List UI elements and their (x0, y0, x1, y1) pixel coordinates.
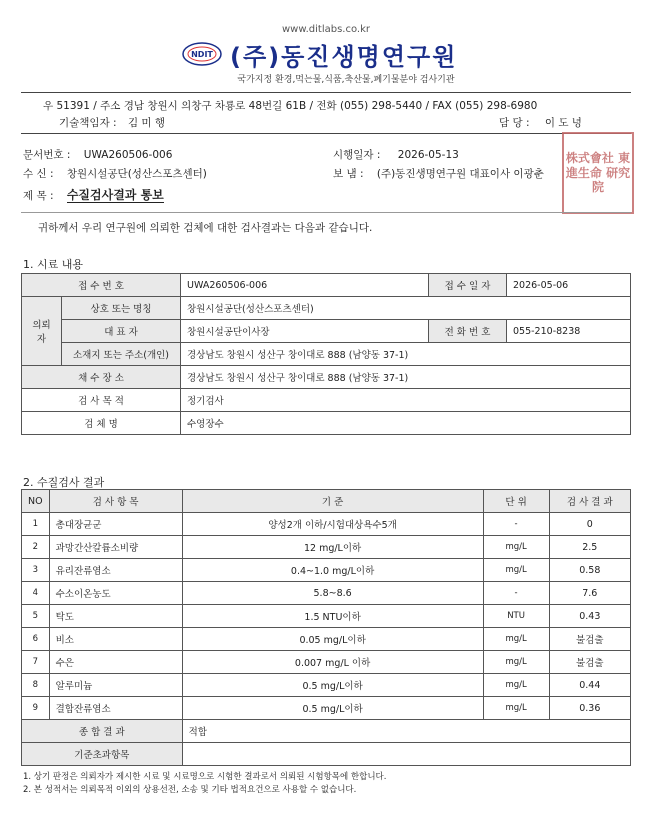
col-header-item: 검 사 항 목 (49, 490, 182, 513)
result-standard: 12 mg/L이하 (182, 536, 483, 559)
client-label: 의뢰자 (22, 297, 62, 366)
sampling-place-label: 채 수 장 소 (22, 366, 181, 389)
org-subtitle: 국가지정 환경,먹는물,식품,축산물,폐기물분야 검사기관 (237, 75, 455, 85)
website-url: www.ditlabs.co.kr (281, 24, 370, 35)
table-row (22, 389, 631, 412)
note-1: 1. 상기 판정은 의뢰자가 제시한 시료 및 시료명으로 시험한 결과로서 의뢰된 시험항목에 한합니다. (23, 772, 387, 782)
table-row (22, 366, 631, 389)
company-label: 상호 또는 명칭 (62, 297, 181, 320)
result-standard: 0.4~1.0 mg/L이하 (182, 559, 483, 582)
result-value: 7.6 (549, 582, 630, 605)
address-line: 우 51391 / 주소 경남 창원시 의창구 차룡로 48번길 61B / 전화 (055) 298-5440 / FAX (055) 298-6980 (43, 100, 538, 112)
table-row (22, 628, 631, 651)
result-value: 불검출 (549, 628, 630, 651)
result-item: 과망간산칼륨소비량 (49, 536, 182, 559)
table-row (22, 412, 631, 435)
result-item: 총대장균군 (49, 513, 182, 536)
receipt-no: UWA260506-006 (181, 274, 429, 297)
result-value: 0.36 (549, 697, 630, 720)
phone: 055-210-8238 (507, 320, 631, 343)
subject-label: 제 목 : (23, 190, 54, 202)
org-name: (주)동진생명연구원 (230, 43, 458, 71)
sampling-place: 경상남도 창원시 성산구 창이대로 888 (남양동 37-1) (181, 366, 631, 389)
person-in-charge-label: 담 당 : (499, 117, 530, 129)
issue-date: 2026-05-13 (397, 149, 459, 161)
result-unit: - (483, 513, 549, 536)
receipt-date: 2026-05-06 (507, 274, 631, 297)
separator (21, 212, 631, 213)
overall-label: 종 합 결 과 (22, 720, 183, 743)
recipient-row (23, 166, 207, 181)
rep-label: 대 표 자 (62, 320, 181, 343)
result-item: 유리잔류염소 (49, 559, 182, 582)
subject: 수질검사결과 통보 (66, 188, 164, 202)
results-table (21, 489, 631, 766)
phone-label: 전 화 번 호 (429, 320, 507, 343)
table-row (22, 605, 631, 628)
result-standard: 0.05 mg/L이하 (182, 628, 483, 651)
table-row (22, 274, 631, 297)
client-address-label: 소재지 또는 주소(개인) (62, 343, 181, 366)
tech-manager-label: 기술책임자 : (59, 117, 117, 129)
subject-row (23, 186, 164, 203)
exceed-label: 기준초과항목 (22, 743, 183, 766)
table-row (22, 651, 631, 674)
note-2: 2. 본 성적서는 의뢰목적 이외의 상용선전, 소송 및 기타 법적요건으로 사용할 수 없습니다. (23, 785, 357, 795)
official-seal (562, 132, 634, 214)
doc-no-label: 문서번호 : (23, 149, 71, 161)
tech-manager-name: 김 미 행 (127, 117, 166, 129)
date-row (333, 147, 459, 162)
doc-no: UWA260506-006 (83, 149, 173, 161)
table-row (22, 559, 631, 582)
company-logo (182, 42, 222, 66)
specimen: 수영장수 (181, 412, 631, 435)
doc-no-row (23, 147, 172, 162)
overall-result: 적합 (182, 720, 630, 743)
result-unit: mg/L (483, 697, 549, 720)
result-unit: - (483, 582, 549, 605)
result-item: 탁도 (49, 605, 182, 628)
table-row (22, 582, 631, 605)
table-row (22, 343, 631, 366)
result-item: 알루미늄 (49, 674, 182, 697)
recipient-label: 수 신 : (23, 168, 54, 180)
result-no: 6 (22, 628, 50, 651)
table-row (22, 720, 631, 743)
col-header-result: 검 사 결 과 (549, 490, 630, 513)
section-results-title: 2. 수질검사 결과 (23, 476, 105, 489)
result-value: 0.58 (549, 559, 630, 582)
result-unit: mg/L (483, 536, 549, 559)
result-standard: 0.5 mg/L이하 (182, 697, 483, 720)
result-unit: mg/L (483, 651, 549, 674)
person-in-charge-name: 이 도 녕 (544, 117, 582, 129)
result-value: 0.44 (549, 674, 630, 697)
result-item: 수소이온농도 (49, 582, 182, 605)
date-label: 시행일자 : (333, 149, 381, 161)
result-unit: NTU (483, 605, 549, 628)
table-row (22, 743, 631, 766)
result-value: 0.43 (549, 605, 630, 628)
table-header-row (22, 490, 631, 513)
table-row (22, 536, 631, 559)
table-row (22, 513, 631, 536)
result-no: 7 (22, 651, 50, 674)
table-row (22, 697, 631, 720)
col-header-standard: 기 준 (182, 490, 483, 513)
sender: (주)동진생명연구원 대표이사 이광춘 (376, 168, 544, 180)
result-unit: mg/L (483, 559, 549, 582)
sample-table (21, 273, 631, 435)
result-item: 결합잔류염소 (49, 697, 182, 720)
rep-name: 창원시설공단이사장 (181, 320, 429, 343)
purpose: 정기검사 (181, 389, 631, 412)
result-no: 2 (22, 536, 50, 559)
result-standard: 0.5 mg/L이하 (182, 674, 483, 697)
client-address: 경상남도 창원시 성산구 창이대로 888 (남양동 37-1) (181, 343, 631, 366)
person-in-charge (499, 115, 582, 130)
result-no: 8 (22, 674, 50, 697)
result-value: 불검출 (549, 651, 630, 674)
seal-text: 株式會社 東進生命 研究院 (565, 151, 631, 195)
receipt-no-label: 접 수 번 호 (22, 274, 181, 297)
sender-row (333, 166, 544, 181)
company-name: 창원시설공단(성산스포츠센터) (181, 297, 631, 320)
result-no: 4 (22, 582, 50, 605)
receipt-date-label: 접 수 일 자 (429, 274, 507, 297)
result-standard: 1.5 NTU이하 (182, 605, 483, 628)
result-item: 수은 (49, 651, 182, 674)
result-unit: mg/L (483, 674, 549, 697)
col-header-no: NO (22, 490, 50, 513)
tech-manager (59, 115, 165, 130)
result-unit: mg/L (483, 628, 549, 651)
logo-text: NDIT (191, 50, 213, 59)
address-box (21, 92, 631, 134)
exceed-items (182, 743, 630, 766)
result-no: 9 (22, 697, 50, 720)
col-header-unit: 단 위 (483, 490, 549, 513)
result-standard: 0.007 mg/L 이하 (182, 651, 483, 674)
purpose-label: 검 사 목 적 (22, 389, 181, 412)
result-value: 0 (549, 513, 630, 536)
result-value: 2.5 (549, 536, 630, 559)
section-sample-title: 1. 시료 내용 (23, 258, 83, 271)
result-no: 5 (22, 605, 50, 628)
result-no: 1 (22, 513, 50, 536)
result-standard: 양성2개 이하/시험대상욕수5개 (182, 513, 483, 536)
recipient: 창원시설공단(성산스포츠센터) (66, 168, 207, 180)
result-standard: 5.8~8.6 (182, 582, 483, 605)
table-row (22, 320, 631, 343)
sender-label: 보 냄 : (333, 168, 364, 180)
result-no: 3 (22, 559, 50, 582)
result-item: 비소 (49, 628, 182, 651)
table-row (22, 674, 631, 697)
intro-text: 귀하께서 우리 연구원에 의뢰한 검체에 대한 검사결과는 다음과 같습니다. (38, 222, 373, 234)
table-row (22, 297, 631, 320)
specimen-label: 검 체 명 (22, 412, 181, 435)
